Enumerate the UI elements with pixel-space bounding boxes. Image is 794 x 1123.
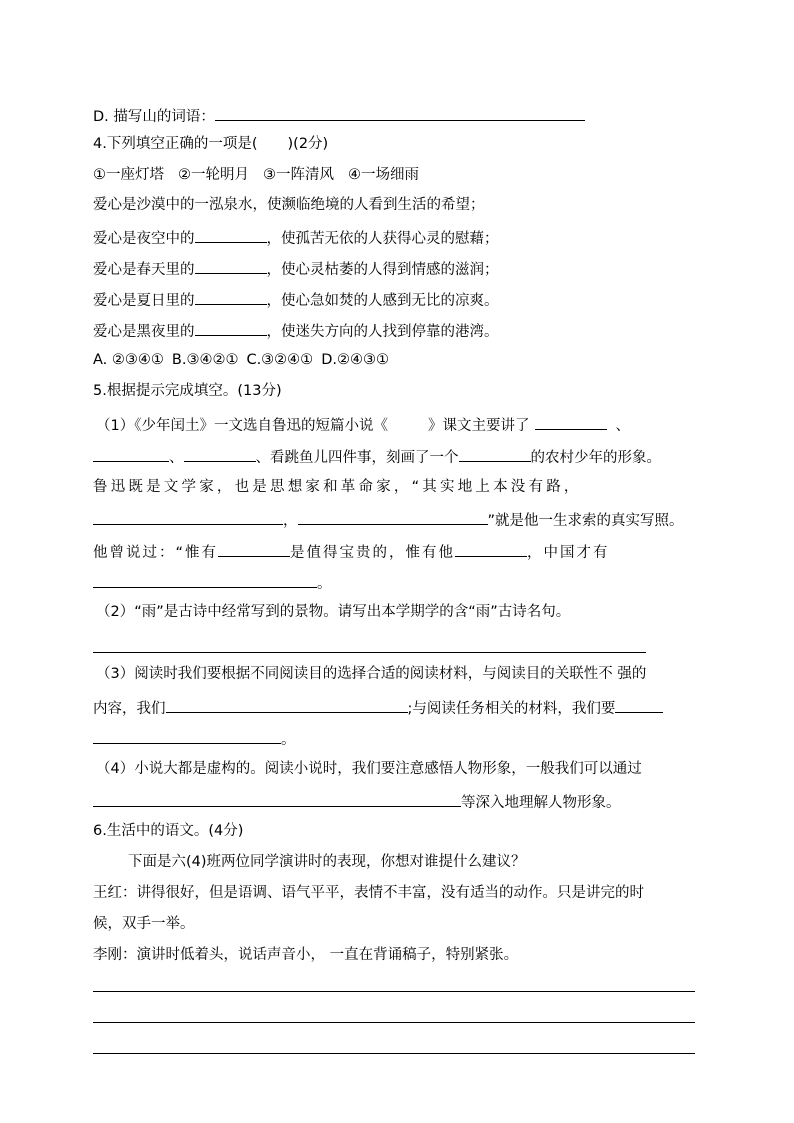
q5-text: ，中国才有	[527, 545, 610, 561]
q4-choice-c[interactable]: C.③②④①	[246, 352, 314, 368]
q4-line-5-b: ，使迷失方向的人找到停靠的港湾。	[266, 324, 499, 340]
q5-part2-answer-line[interactable]	[93, 652, 646, 653]
q5-text: 等深入地理解人物形象。	[461, 795, 621, 811]
q5-part3-line3	[93, 727, 296, 750]
q4-score: )(2分)	[287, 136, 329, 152]
q4-line-3-a: 爱心是春天里的	[93, 262, 195, 278]
q6-intro: 下面是六(4)班两位同学演讲时的表现，你想对谁提什么建议？	[128, 854, 526, 870]
q4-options-row	[93, 165, 419, 185]
q4-line-3	[93, 257, 499, 280]
q5-title: 5.根据提示完成填空。(13分)	[93, 383, 282, 399]
q5-text: 。	[317, 576, 332, 592]
q5-part3-line1: （3）阅读时我们要根据不同阅读目的选择合适的阅读材料，与阅读目的关联性不 强的	[96, 666, 647, 682]
answer-blank[interactable]	[298, 508, 488, 525]
q6-wang-line2: 候，双手一举。	[93, 916, 195, 932]
answer-blank[interactable]	[215, 104, 585, 121]
answer-blank[interactable]	[455, 540, 527, 557]
q4-choice-b[interactable]: B.③④②①	[171, 352, 239, 368]
q3-option-d-label: D. 描写山的词语：	[93, 109, 215, 125]
q3-option-d	[93, 104, 585, 127]
q4-option-4: ④一场细雨	[348, 167, 419, 183]
q5-text: 是值得宝贵的，惟有他	[290, 545, 456, 561]
q5-part1-line2	[93, 445, 661, 468]
q5-part1-line5	[93, 540, 610, 563]
q5-text: ;与阅读任务相关的材料，我们要	[407, 701, 616, 717]
answer-blank[interactable]	[93, 790, 461, 807]
q5-part1-line1	[96, 413, 630, 436]
q5-text: 》课文主要讲了	[427, 418, 530, 434]
q4-choices	[93, 350, 389, 370]
answer-blank[interactable]	[166, 696, 408, 713]
q5-text: 、	[615, 418, 630, 434]
q4-line-3-b: ，使心灵枯萎的人得到情感的滋润；	[266, 262, 499, 278]
q6-answer-line-2[interactable]	[93, 1022, 695, 1023]
q6-wang-line1: 王红：讲得很好，但是语调、语气平平，表情不丰富，没有适当的动作。只是讲完的时	[93, 885, 644, 901]
q4-line-2	[93, 226, 499, 249]
q5-part4-line2	[93, 790, 621, 813]
answer-blank[interactable]	[93, 445, 169, 462]
q5-text: 他曾说过：“惟有	[93, 545, 219, 561]
q5-part3-line2	[93, 696, 663, 719]
q5-text: 的农村少年的形象。	[530, 450, 661, 466]
q4-line-4-b: ，使心急如焚的人感到无比的凉爽。	[266, 293, 499, 309]
answer-blank[interactable]	[218, 540, 290, 557]
q5-part1-line4	[93, 508, 684, 531]
q4-line-1: 爱心是沙漠中的一泓泉水，使濒临绝境的人看到生活的希望；	[93, 197, 485, 213]
answer-blank[interactable]	[195, 226, 267, 243]
q6-answer-line-1[interactable]	[93, 991, 695, 992]
q4-line-2-a: 爱心是夜空中的	[93, 231, 195, 247]
q4-line-4	[93, 288, 499, 311]
q4-option-2: ②一轮明月	[178, 167, 249, 183]
q6-li-line: 李刚：演讲时低着头，说话声音小， 一直在背诵稿子，特别紧张。	[93, 947, 519, 963]
q5-text: （1）《少年闰土》一文选自鲁迅的短篇小说《	[96, 418, 388, 434]
answer-blank[interactable]	[93, 727, 281, 744]
answer-blank[interactable]	[615, 696, 663, 713]
q5-text: 内容，我们	[93, 701, 166, 717]
q6-title: 6.生活中的语文。(4分)	[93, 823, 244, 839]
q4-line-4-a: 爱心是夏日里的	[93, 293, 195, 309]
q5-text: 、	[169, 450, 184, 466]
q5-text: 。	[281, 732, 296, 748]
q4-choice-a[interactable]: A. ②③④①	[93, 352, 164, 368]
q4-line-5-a: 爱心是黑夜里的	[93, 324, 195, 340]
q4-choice-d[interactable]: D.②④③①	[321, 352, 389, 368]
answer-blank[interactable]	[535, 413, 607, 430]
q6-answer-line-3[interactable]	[93, 1053, 695, 1054]
q4-title-text: 4.下列填空正确的一项是(	[93, 136, 258, 152]
q4-option-3: ③一阵清风	[263, 167, 334, 183]
answer-blank[interactable]	[459, 445, 531, 462]
q5-part1-line3: 鲁迅既是文学家，也是思想家和革命家，“其实地上本没有路，	[93, 479, 582, 495]
q5-text: ”就是他一生求索的真实写照。	[487, 513, 684, 529]
q4-option-1: ①一座灯塔	[93, 167, 164, 183]
answer-blank[interactable]	[184, 445, 256, 462]
q5-part4-line1: （4）小说大都是虚构的。阅读小说时，我们要注意感悟人物形象，一般我们可以通过	[96, 761, 642, 777]
q5-text: ，	[283, 513, 298, 529]
answer-blank[interactable]	[195, 319, 267, 336]
answer-blank[interactable]	[195, 288, 267, 305]
q4-line-5	[93, 319, 499, 342]
q4-line-2-b: ，使孤苦无依的人获得心灵的慰藉；	[266, 231, 499, 247]
q5-part1-line6	[93, 571, 332, 594]
q5-text: 、看跳鱼儿四件事，刻画了一个	[255, 450, 459, 466]
answer-blank[interactable]	[93, 508, 283, 525]
q4-title	[93, 134, 328, 154]
q5-part2: （2）“雨”是古诗中经常写到的景物。请写出本学期学的含“雨”古诗名句。	[96, 604, 571, 620]
answer-blank[interactable]	[195, 257, 267, 274]
answer-blank[interactable]	[93, 571, 317, 588]
